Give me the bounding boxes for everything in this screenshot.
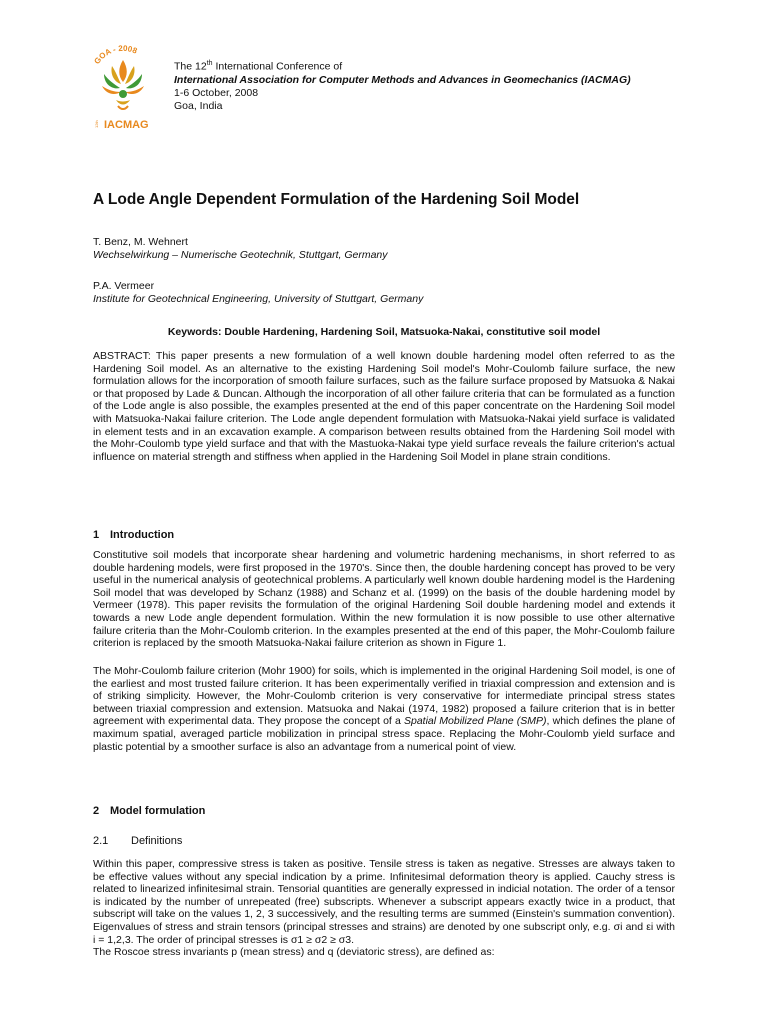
- definitions-invariants-line: The Roscoe stress invariants p (mean stress) and q (deviatoric stress), are defined as:: [93, 946, 495, 959]
- svg-text:GOA - 2008: [92, 44, 139, 66]
- intro-paragraph-1: Constitutive soil models that incorporate shear hardening and volumetric hardening mechanisms, in short referred to as double hardening models, were first proposed in the 1970's. Since then, the double hardening concept has proved to be very useful in the numerical analysis of geotechnical problems. A particularly well known double hardening model is the Hardening Soil model that was developed by Schanz (1988) and Schanz et al. (1999) on the basis of the double hardening model by Vermeer (1978). This paper revisits the formulation of the original Hardening Soil double hardening model and extends it towards a new Lode angle dependent formulation. Within the new formulation it is now possible to use other alternative failure criteria than the Mohr-Coulomb criterion. In the examples presented at the end of this paper, the Mohr-Coulomb failure criterion is replaced by the smooth Matsuoka-Nakai failure criterion as shown in Figure 1.: [93, 549, 675, 650]
- author-names: T. Benz, M. Wehnert: [93, 236, 188, 248]
- abstract: ABSTRACT: This paper presents a new formulation of a well known double hardening model often referred to as the Hardening Soil model. As an alternative to the existing Hardening Soil model's Mohr-Coulomb failure surface, the new formulation allows for the incorporation of smooth failure surfaces, such as the failure surface proposed by Matsuoka & Nakai or that proposed by Lade & Duncan. Although the incorporation of all other failure criteria that can be formulated as a function of the Lode angle is also possible, the examples presented at the end of this paper concentrate on the Hardening Soil model with Matsuoka-Nakai failure criterion. The Lode angle dependent formulation with Matsuoka-Nakai yield surface is validated in element tests and in an excavation example. A comparison between results obtained from the Hardening Soil model with the Mohr-Coulomb type yield surface and that with the Mastuoka-Nakai type yield surface reveals the failure criterion's actual influence on material strength and stiffness when applied in the Hardening Soil Model in plane strain conditions.: [93, 350, 675, 463]
- intro-paragraph-2: The Mohr-Coulomb failure criterion (Mohr 1900) for soils, which is implemented in the original Hardening Soil model, is one of the earliest and most trusted failure criterion. It has been experimentally verified in triaxial compression and extension and is of striking simplicity. However, the Mohr-Coulomb criterion is very conservative for intermediate principal stress states between triaxial compression and extension. Matsuoka and Nakai (1974, 1982) proposed a failure criterion that is in better agreement with experimental data. They propose the concept of a Spatial Mobilized Plane (SMP), which defines the plane of maximum spatial, averaged particle mobilization in principal stress space. Replacing the Mohr-Coulomb yield surface and plastic potential by a smoother surface is also an advantage from a numerical point of view.: [93, 665, 676, 753]
- logo-top-text: GOA - 2008: [92, 43, 139, 66]
- iacmag-logo: [88, 42, 158, 132]
- definitions-paragraph: Within this paper, compressive stress is taken as positive. Tensile stress is taken as negative. Stresses are always taken to be effective values without any special indication by a prime. Infinitesimal deformation theory is applied. Cauchy stress is related to linearized infinitesimal strain. Tensorial quantities are generally expressed in indicial notation. The order of a tensor is indicated by the number of unrepeated (free) subscripts. Whenever a subscript appears exactly twice in a product, that subscript will take on the values 1, 2, 3 successively, and the resulting terms are summed (Einstein's summation convention). Eigenvalues of stress and strain tensors (principal stresses and strains) are denoted by one subscript only, e.g. σi and εi with i = 1,2,3. The order of principal stresses is σ1 ≥ σ2 ≥ σ3. The Roscoe stress invariants p (mean stress) and q (deviatoric stress), are defined as:: [93, 858, 675, 959]
- logo-bottom-text: IACMAG: [104, 119, 149, 131]
- section-heading-model-formulation: 2 Model formulation: [93, 805, 206, 817]
- author-block: [93, 280, 423, 306]
- section-heading-introduction: 1 Introduction: [93, 529, 175, 541]
- conference-dates: 1-6 October, 2008: [174, 86, 259, 99]
- author-affiliation: Institute for Geotechnical Engineering, University of Stuttgart, Germany: [93, 293, 424, 305]
- conference-organization: International Association for Computer Methods and Advances in Geomechanics (IACMAG): [174, 73, 631, 86]
- conference-line: The 12th International Conference of: [174, 60, 343, 73]
- keywords: Keywords: Double Hardening, Hardening Soil, Matsuoka-Nakai, constitutive soil model: [167, 326, 601, 338]
- conference-header: [174, 57, 631, 113]
- paper-title: A Lode Angle Dependent Formulation of the Hardening Soil Model: [93, 191, 580, 208]
- subsection-heading-definitions: 2.1 Definitions: [93, 835, 183, 847]
- logo-side-text: 12th: [94, 120, 99, 128]
- author-block: [93, 236, 388, 262]
- conference-location: Goa, India: [174, 99, 223, 112]
- author-names: P.A. Vermeer: [93, 280, 155, 292]
- author-affiliation: Wechselwirkung – Numerische Geotechnik, Stuttgart, Germany: [93, 249, 388, 261]
